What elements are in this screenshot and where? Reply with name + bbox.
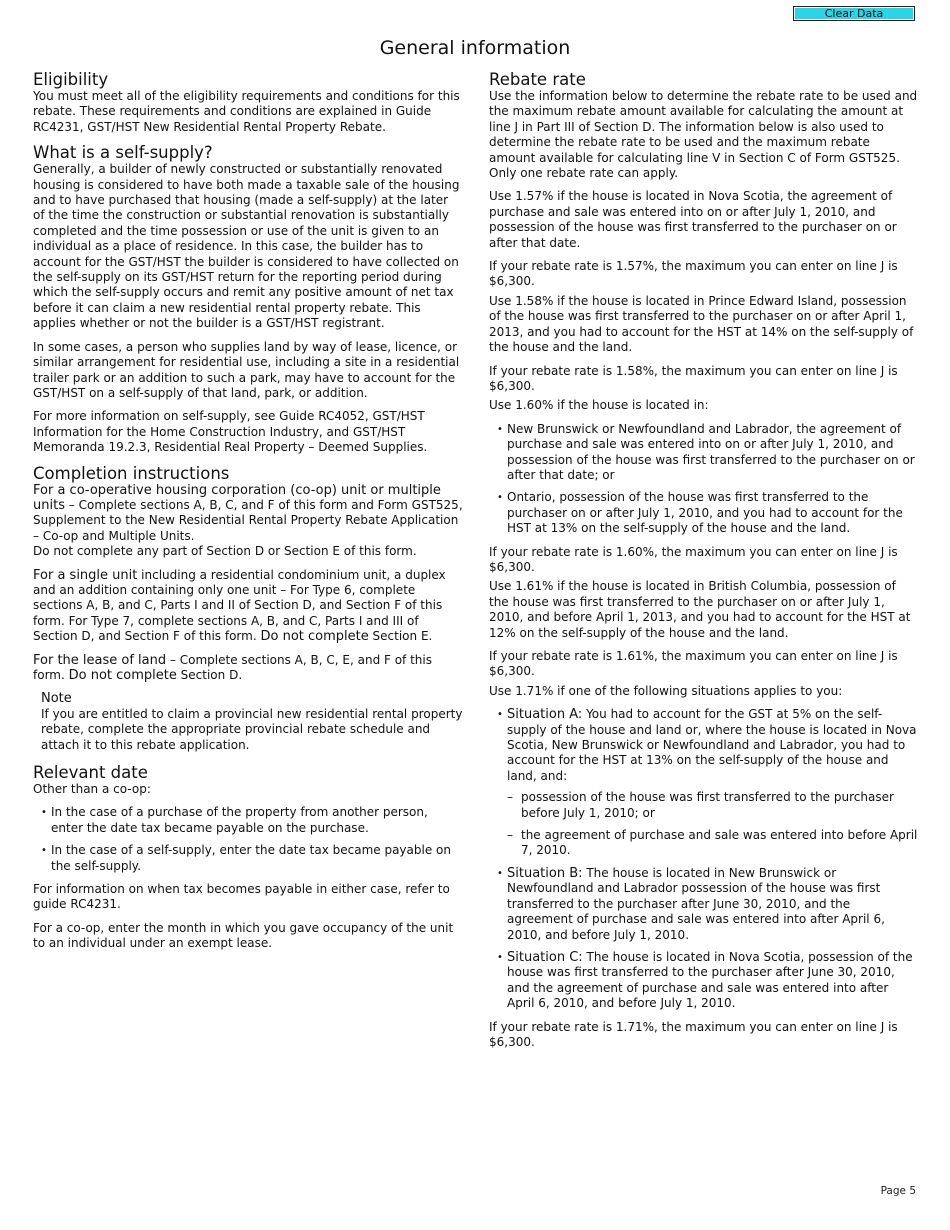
situation-a-conditions <box>507 790 919 859</box>
single-unit-instructions <box>33 568 463 645</box>
rate-158-text: Use 1.58% if the house is located in Prince Edward Island, possession of the house was first transferred to the purchaser on or after April 1, 2013, and you had to account for the HST at 14% on the self-supply of the house and the land. <box>489 293 914 355</box>
list-item: • In the case of a self-supply, enter the date tax became payable on the self-supply. <box>33 843 463 874</box>
situation-c <box>489 950 919 1012</box>
coop-lead: For a co-operative housing corporation (co-op) unit or multiple units <box>33 482 441 513</box>
situation-c-label: Situation C: <box>507 949 583 965</box>
single-lead: For a single unit <box>33 567 138 583</box>
rate-161-text: Use 1.61% if the house is located in British Columbia, possession of the house was first transferred to the purchaser on or after July 1, 2010, and before April 1, 2013, and you had to account for the HST at 12% on the self-supply of the house and the land. <box>489 579 911 640</box>
coop-instructions <box>33 483 463 545</box>
self-supply-paragraph-1: Generally, a builder of newly constructed or substantially renovated housing is considered to have both made a taxable sale of the housing and to have purchased that housing (made a self-supply) at the later of the time the construction or substantial renovation is substantially completed and the time possession or use of the unit is given to an individual as a place of residence. In this case, the builder has to account for the GST/HST the builder is considered to have collected on the self-supply on its GST/HST return for the reporting period during which the self-supply occurs and remit any positive amount of net tax before it can claim a new residential rental property rebate. This applies whether or not the builder is a GST/HST registrant. <box>33 162 460 331</box>
page-number: Page 5 <box>880 1185 916 1197</box>
left-column <box>33 70 463 960</box>
situation-b <box>489 866 919 943</box>
rate-157-maximum: If your rebate rate is 1.57%, the maximum you can enter on line J is $6,300. <box>489 259 898 289</box>
clear-data-button[interactable]: Clear Data <box>793 6 915 21</box>
rate-160-maximum: If your rebate rate is 1.60%, the maximum you can enter on line J is $6,300. <box>489 544 898 574</box>
self-supply-paragraph-3: For more information on self-supply, see Guide RC4052, GST/HST Information for the Home Construction Industry, and GST/HST Memoranda 19.2.3, Residential Real Property – Deemed Supplies. <box>33 409 428 455</box>
list-item: • In the case of a purchase of the property from another person, enter the date tax became payable on the purchase. <box>33 805 463 836</box>
note-text: If you are entitled to claim a provincial new residential rental property rebate, complete the appropriate provincial rebate schedule and attach it to this rebate application. <box>41 706 463 752</box>
situation-a-text: You had to account for the GST at 5% on the self-supply of the house and land or, where the house is located in Nova Scotia, New Brunswick or Newfoundland and Labrador, you had to account for the HST at 13% on the self-supply of the house and land, and: <box>507 707 917 783</box>
completion-instructions-section <box>33 464 463 754</box>
page-title: General information <box>379 37 571 59</box>
single-dnc-label: Do not complete <box>260 629 369 645</box>
rate-158-maximum: If your rebate rate is 1.58%, the maximum you can enter on line J is $6,300. <box>489 363 898 393</box>
coop-text: – Complete sections A, B, C, and F of this form and Form GST525, Supplement to the New Residential Rental Property Rebate Application – Co-op and Multiple Units. <box>33 497 463 543</box>
relevant-date-intro: Other than a co-op: <box>33 782 151 797</box>
completion-heading: Completion instructions <box>33 463 230 483</box>
lease-dnc-label: Do not complete <box>68 668 177 683</box>
list-item: • Ontario, possession of the house was first transferred to the purchaser on or after July 1, 2010, and you had to account for the HST at 13% on the self-supply of the house and the land. <box>489 490 919 536</box>
relevant-date-list <box>33 805 463 874</box>
eligibility-heading: Eligibility <box>33 70 109 89</box>
list-item: – possession of the house was first transferred to the purchaser before July 1, 2010; or <box>507 790 919 821</box>
rate-161-maximum: If your rebate rate is 1.61%, the maximum you can enter on line J is $6,300. <box>489 649 898 679</box>
rate-160-list <box>489 422 919 537</box>
situation-b-label: Situation B: <box>507 865 583 881</box>
rebate-rate-heading: Rebate rate <box>489 70 586 89</box>
coop-do-not-complete <box>33 544 463 559</box>
situation-a-label: Situation A: <box>507 707 583 723</box>
self-supply-paragraph-2: In some cases, a person who supplies land by way of lease, licence, or similar arrangement for residential use, including a site in a residential trailer park or an addition to such a park, may have to account for the GST/HST on a self-supply of that land, park, or addition. <box>33 339 460 400</box>
note-title: Note <box>41 691 72 707</box>
eligibility-section <box>33 70 463 135</box>
relevant-date-paragraph-2: For a co-op, enter the month in which you gave occupancy of the unit to an individual under an exempt lease. <box>33 920 454 951</box>
rate-160-intro: Use 1.60% if the house is located in: <box>489 398 709 413</box>
lease-instructions <box>33 653 463 684</box>
single-text: including a residential condominium unit, a duplex and an addition containing only one unit – For Type 6, complete sections A, B, and C, Parts I and II of Section D, and Section F of this form. For Type 7, complete sections A, B, and C, Parts I and III of Section D, and Section F of this form. <box>33 567 446 644</box>
lease-dnc-rest: Section D. <box>176 668 243 682</box>
lease-lead: For the lease of land <box>33 652 167 668</box>
coop-dnc-label: Do not complete <box>33 544 133 559</box>
eligibility-text: You must meet all of the eligibility requirements and conditions for this rebate. These requirements and conditions are explained in Guide RC4231, GST/HST New Residential Rental Property Rebate. <box>33 89 460 134</box>
situation-b-text: The house is located in New Brunswick or Newfoundland and Labrador possession of the house was first transferred to the purchaser after June 30, 2010, and the agreement of purchase and sale was entered into after April 6, 2010, and before July 1, 2010. <box>507 865 885 942</box>
rebate-rate-section <box>489 70 919 1050</box>
relevant-date-section <box>33 763 463 952</box>
rebate-rate-intro: Use the information below to determine the rebate rate to be used and the maximum rebate amount available for calculating the amount at line J in Part III of Section D. The information below is also used to determine the rebate rate to be used and the maximum rebate amount available for calculating line V in Section C of Form GST525. Only one rebate rate can apply. <box>489 89 918 181</box>
self-supply-heading: What is a self-supply? <box>33 143 213 163</box>
situation-c-text: The house is located in Nova Scotia, possession of the house was first transferred to the purchaser after June 30, 2010, and the agreement of purchase and sale was entered into after April 6, 2010, and before July 1, 2010. <box>507 949 913 1011</box>
relevant-date-heading: Relevant date <box>33 763 148 783</box>
coop-dnc-rest: any part of Section D or Section E of this form. <box>132 544 417 559</box>
lease-text: – Complete sections A, B, C, E, and F of this form. <box>33 652 432 682</box>
right-column <box>489 70 919 1058</box>
rate-157-text: Use 1.57% if the house is located in Nova Scotia, the agreement of purchase and sale was entered into on or after July 1, 2010, and possession of the house was first transferred to the purchaser on or after that date. <box>489 189 897 250</box>
relevant-date-paragraph-1: For information on when tax becomes payable in either case, refer to guide RC4231. <box>33 882 450 912</box>
rate-171-situations <box>489 707 919 1011</box>
note-block <box>33 691 463 753</box>
rate-171-maximum: If your rebate rate is 1.71%, the maximum you can enter on line J is $6,300. <box>489 1019 898 1049</box>
self-supply-section <box>33 143 463 455</box>
list-item: • New Brunswick or Newfoundland and Labrador, the agreement of purchase and sale was entered into on or after July 1, 2010, and possession of the house was first transferred to the purchaser on or after that date; or <box>489 422 919 484</box>
situation-a <box>489 707 919 859</box>
list-item: – the agreement of purchase and sale was entered into before April 7, 2010. <box>507 828 919 859</box>
rate-171-intro: Use 1.71% if one of the following situations applies to you: <box>489 683 843 698</box>
single-dnc-rest: Section E. <box>368 629 433 644</box>
